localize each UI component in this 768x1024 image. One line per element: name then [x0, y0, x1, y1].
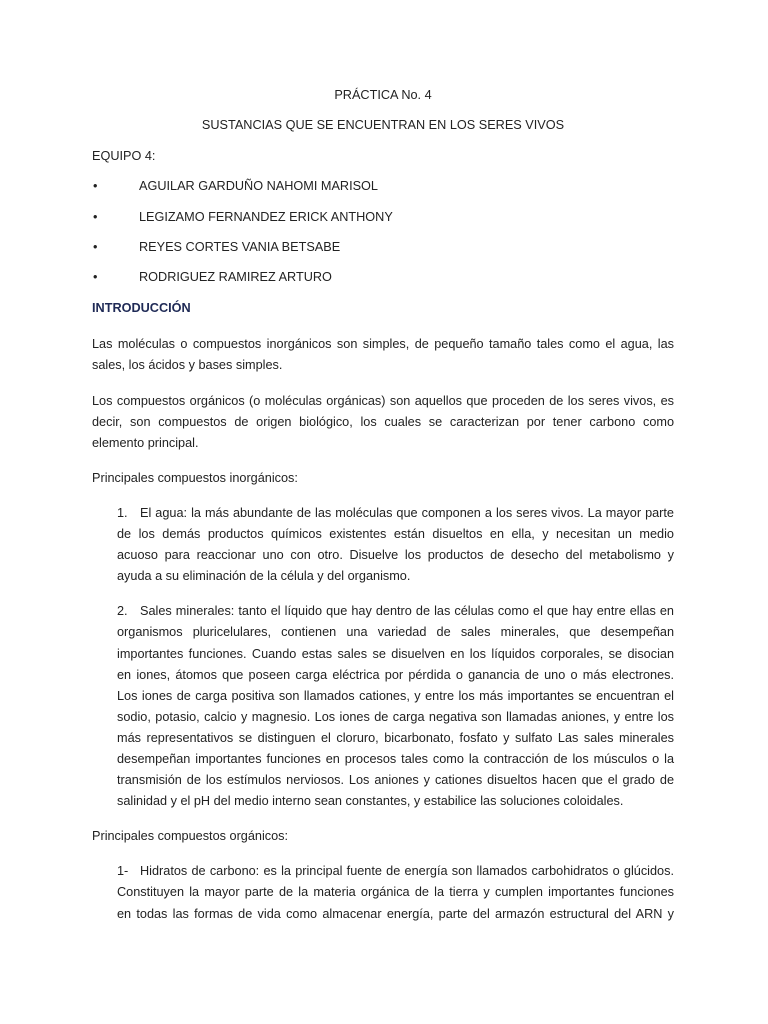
list-marker: 1-	[117, 864, 129, 879]
list-item	[117, 503, 674, 587]
team-member-name: RODRIGUEZ RAMIREZ ARTURO	[139, 270, 332, 285]
practice-title: PRÁCTICA No. 4	[334, 88, 432, 102]
paragraph-line: salinidad y el pH del medio interno sean constantes, y estabilice las soluciones coloidales.	[117, 794, 624, 809]
list-marker: 1.	[117, 505, 128, 520]
bullet-icon: •	[93, 179, 98, 194]
paragraph-line: El agua: la más abundante de las moléculas que componen a los seres vivos. La mayor parte	[140, 505, 674, 520]
paragraph-line: transmisión de los estímulos nerviosos. Los aniones y cationes disueltos hacen que el grado de	[117, 773, 674, 788]
list-item-first-line	[117, 503, 674, 524]
list-item	[117, 601, 674, 812]
subheading-text: Principales compuestos orgánicos:	[92, 829, 289, 844]
paragraph-line: importantes funciones. Cuando estas sales se disuelven en los líquidos corporales, se disocian	[117, 646, 674, 661]
paragraph-line: Hidratos de carbono: es la principal fuente de energía son llamados carbohidratos o glúcidos.	[140, 864, 674, 879]
list-marker: 2.	[117, 604, 128, 619]
practice-subtitle: SUSTANCIAS QUE SE ENCUENTRAN EN LOS SERES VIVOS	[201, 118, 565, 133]
paragraph-line: Sales minerales: tanto el líquido que hay dentro de las células como el que hay entre ellas en	[140, 604, 674, 619]
paragraph-line: sales, los ácidos y bases simples.	[92, 358, 283, 373]
paragraph-line: Constituyen la mayor parte de la materia orgánica de la tierra y cumplen importantes funciones	[117, 885, 674, 900]
paragraph-line: organismos pluricelulares, contienen una variedad de sales minerales, que desempeñan	[117, 625, 674, 640]
paragraph-line: decir, son compuestos de origen biológico, los cuales se caracterizan por tener carbono como	[92, 414, 674, 429]
list-item	[117, 861, 674, 924]
paragraph-line: Las moléculas o compuestos inorgánicos son simples, de pequeño tamaño tales como el agua, las	[92, 337, 674, 352]
document-body	[92, 80, 674, 925]
paragraph-line: más representativos se distinguen el cloruro, bicarbonato, fosfato y sulfato Las sales minerales	[117, 730, 674, 745]
paragraph-line: desempeñan importantes funciones en procesos tales como la contracción de los músculos o la	[117, 751, 674, 766]
paragraph	[92, 334, 674, 376]
paragraph-line: acuoso para reaccionar uno con otro. Disuelve los productos de desecho del metabolismo y	[117, 548, 674, 563]
list-item-first-line	[117, 861, 674, 882]
team-member	[92, 171, 674, 201]
paragraph-line: en todas las formas de vida como almacenar energía, parte del armazón estructural del ARN y	[117, 906, 674, 921]
bullet-icon: •	[93, 239, 98, 254]
team-member-name: REYES CORTES VANIA BETSABE	[139, 239, 341, 254]
paragraph-line: sodio, potasio, calcio y magnesio. Los iones de carga negativa son llamadas aniones, y entre los	[117, 709, 674, 724]
paragraph-line: elemento principal.	[92, 435, 199, 450]
team-member	[92, 232, 674, 262]
paragraph-line: en iones, átomos que poseen carga eléctrica por pérdida o ganancia de uno o más electrones.	[117, 667, 674, 682]
subheading-organic	[92, 826, 674, 847]
paragraph-line: Los iones de carga positiva son llamados cationes, y entre los más importantes se encuentran el	[117, 688, 674, 703]
paragraph-line: de los demás productos químicos existentes están disueltos en ella, y necesitan un medio	[117, 527, 674, 542]
bullet-icon: •	[93, 209, 98, 224]
paragraph-line: Los compuestos orgánicos (o moléculas orgánicas) son aquellos que proceden de los seres vivos, es	[92, 393, 674, 408]
team-member-name: LEGIZAMO FERNANDEZ ERICK ANTHONY	[139, 209, 393, 224]
section-heading-introduccion: INTRODUCCIÓN	[92, 300, 191, 315]
team-label: EQUIPO 4:	[92, 148, 156, 163]
subheading-inorganic	[92, 468, 674, 489]
paragraph	[92, 391, 674, 454]
team-member-name: AGUILAR GARDUÑO NAHOMI MARISOL	[139, 179, 378, 194]
subheading-text: Principales compuestos inorgánicos:	[92, 470, 298, 485]
bullet-icon: •	[93, 270, 98, 285]
list-item-first-line	[117, 601, 674, 622]
paragraph-line: ayuda a su eliminación de la célula y del organismo.	[117, 569, 411, 584]
team-member	[92, 202, 674, 232]
team-member	[92, 262, 674, 292]
